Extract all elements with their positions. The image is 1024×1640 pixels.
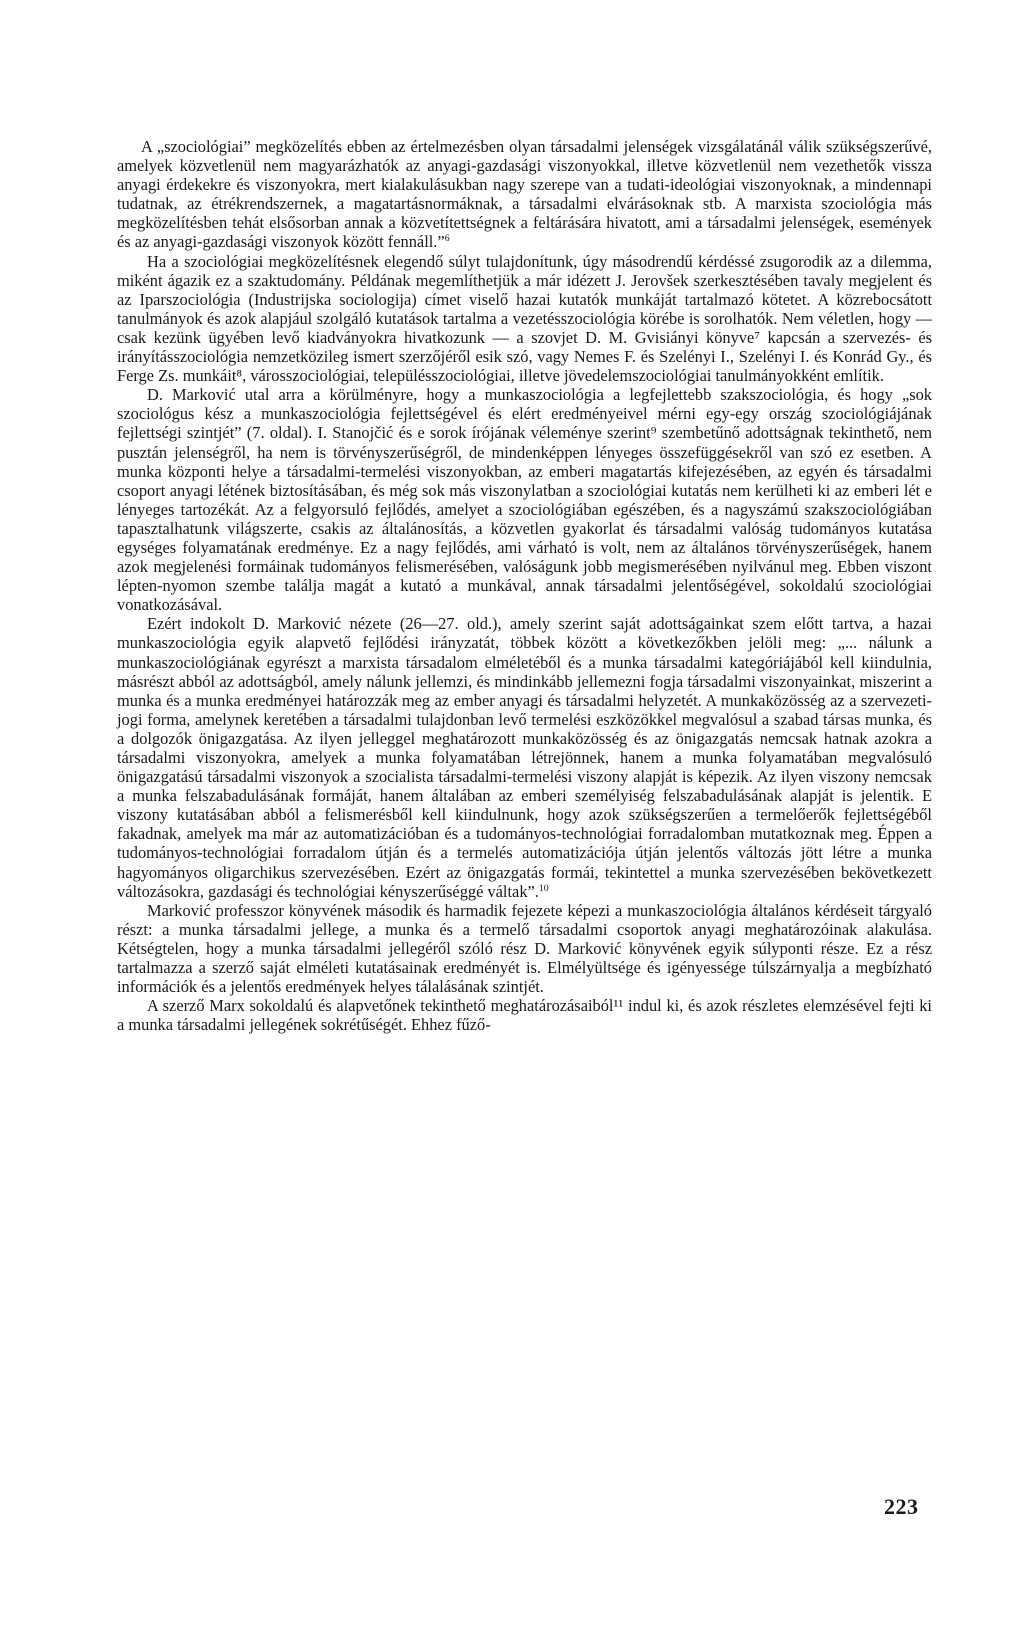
footnote-ref-6: 6: [444, 233, 450, 245]
paragraph-5: [117, 901, 932, 996]
footnote-ref-10: 10: [538, 882, 549, 894]
paragraph-text: Ha a szociológiai megközelítésnek elegendő súlyt tulajdonítunk, úgy másodrendű kérdéssé zsugorodik az a dilemma, miként ágazik ez a szaktudomány. Példának megemlíthetjük a már idézett J. Jerovšek szerkesztésében tavaly megjelent és az Iparszociológia (Industrijska sociologija) címet viselő hazai kutatók munkáját tartalmazó kötetet. A közrebocsátott tanulmányok és azok alapjául szolgáló kutatások tartalma a vezetésszociológia körébe is sorolhatók. Nem véletlen, hogy — csak kezünk ügyében levő kiadványokra hivatkozunk — a szovjet D. M. Gvisiányi könyve⁷ kapcsán a szervezés- és irányításszociológia nemzetközileg ismert szerzőjéről esik szó, vagy Nemes F. és Szelényi I., Szelényi I. és Konrád Gy., és Ferge Zs. munkáit⁸, városszociológiai, településszociológiai, illetve jövedelemszociológiai tanulmányokként említik.: [117, 251, 932, 386]
paragraph-text: D. Marković utal arra a körülményre, hogy a munkaszociológia a legfejlettebb szakszociológia, és hogy „sok szociológus kész a munkaszociológia fejlettségével és elért eredményeivel mérni egy-egy ország szociológiájának fejlettségi szintjét” (7. oldal). I. Stanojčić és e sorok írójának véleménye szerint⁹ szembetűnő adottságnak tekinthető, nem pusztán jelenségről, ha nem is törvényszerűségről, de mindenképpen lényeges összefüggésekről van szó ez esetben. A munka központi helye a társadalmi-termelési viszonyokban, az emberi magatartás kifejezésében, az egyén és társadalmi csoport anyagi létének biztosításában, és még sok más viszonylatban a szociológiai kutatás nem kerülheti ki az emberi lét e lényeges tartozékát. Az a felgyorsuló fejlődés, amelyet a szociológiában egészében, és a nagyszámú szakszociológiában tapasztalhatunk világszerte, csakis az általánosítás, a közvetlen gyakorlat és társadalmi valóság tudományos kutatása egységes folyamatának eredménye. Ez a nagy fejlődés, ami várható is volt, nem az általános törvényszerűségek, hanem azok megjelenési formáinak tudományos felismerésében, valóságunk jobb megismerésében nyilvánul meg. Ebben viszont lépten-nyomon szembe találja magát a kutató a munkával, annak társadalmi jelentőségével, sokoldalú szociológiai vonatkozásával.: [117, 385, 932, 615]
paragraph-text: Marković professzor könyvének második és harmadik fejezete képezi a munkaszociológia általános kérdéseit tárgyaló részt: a munka társadalmi jellege, a munka és a termelő társadalmi csoportok anyagi meghatározóinak alakulása. Kétségtelen, hogy a munka társadalmi jellegéről szóló rész D. Marković könyvének egyik súlyponti része. Ez a rész tartalmazza a szerző saját elméleti kutatásainak eredményét is. Elmélyültsége és igényessége túlszárnyalja a megbízható információk és a jelentős eredmények helyes tálalásának szintjét.: [117, 900, 932, 997]
paragraph-text: A „szociológiai” megközelítés ebben az értelmezésben olyan társadalmi jelenségek vizsgálatánál válik szükségszerűvé, amelyek közvetlenül nem magyarázhatók az anyagi-gazdasági viszonyokkal, illetve közvetlenül nem vezethetők vissza anyagi érdekekre és viszonyokra, mert kialakulásukban nagy szerepe van a tudati-ideológiai viszonyoknak, a mindennapi tudatnak, az étrékrendszernek, a magatartásnormáknak, a társadalmi elvárásoknak stb. A marxista szociológia más megközelítésben tehát elsősorban annak a közvetítettségnek a feltárására hivatott, ami a társadalmi jelenségek, események és az anyagi-gazdasági viszonyok között fennáll.”: [117, 137, 932, 252]
body-text: [117, 137, 932, 1034]
paragraph-6: [117, 996, 932, 1034]
paragraph-1: [117, 137, 932, 252]
paragraph-3: [117, 385, 932, 614]
paragraph-text: A szerző Marx sokoldalú és alapvetőnek tekinthető meghatározásaiból¹¹ indul ki, és azok részletes elemzésével fejti ki a munka társadalmi jellegének sokrétűségét. Ehhez fűző-: [117, 996, 932, 1035]
paragraph-text: Ezért indokolt D. Marković nézete (26—27. old.), amely szerint saját adottságainkat szem előtt tartva, a hazai munkaszociológia egyik alapvető fejlődési irányzatát, többek között a következőkben jelöli meg: „... nálunk a munkaszociológiának egyrészt a marxista társadalom elméletéből és a munka társadalmi kategóriájából kell kiindulnia, másrészt abból az adottságból, amely nálunk jellemzi, és mindinkább jellemezni fogja társadalmi viszonyainkat, miszerint a munka és a munka eredményei határozzák meg az ember anyagi és társadalmi helyzetét. A munkaközösség az a szervezeti-jogi forma, amelynek keretében a társadalmi tulajdonban levő termelési eszközökkel megvalósul a szabad társas munka, és a dolgozók önigazgatása. Az ilyen jelleggel meghatározott munkaközösség és az önigazgatás nemcsak hatnak azokra a társadalmi viszonyokra, amelyek a munka folyamatában létrejönnek, hanem a munka folyamatában megvalósuló önigazgatású társadalmi viszonyok a szocialista társadalmi-termelési viszony alapját is képezik. Az ilyen viszony nemcsak a munka felszabadulásának formáját, hanem általában az emberi személyiség felszabadulásának alapját is jelentik. E viszony kutatásában abból a felismerésből kell kiindulnunk, hogy azok szükségszerűen a termelőerők fejlettségéből fakadnak, amelyek ma már az automatizációban és a tudományos-technológiai forradalomban mutatkoznak meg. Éppen a tudományos-technológiai forradalom útján és a termelés automatizációja útján jelentős változás jött létre a munka hagyományos oligarchikus szervezésében. Ezért az önigazgatás formái, tekintettel a munka szervezésében bekövetkezett változásokra, gazdasági és technológiai kényszerűséggé váltak”.: [117, 614, 932, 901]
paragraph-2: [117, 252, 932, 386]
paragraph-4: [117, 614, 932, 900]
page-number: 223: [884, 1494, 919, 1519]
